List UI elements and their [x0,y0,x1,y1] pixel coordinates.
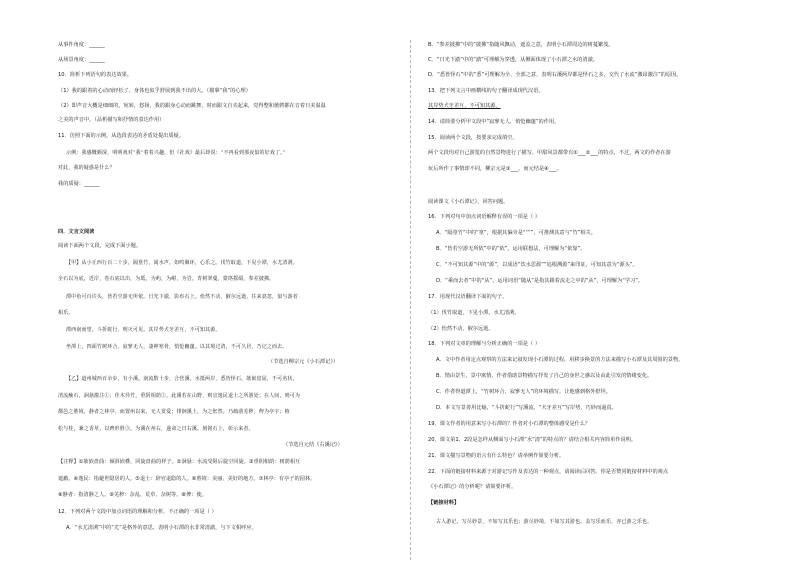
notes-line-3: ⑧静者：指清静之人。⑨芜秽：杂乱、荒草、杂树等。⑩俾：使。 [58,492,207,498]
question-15-text: 两个文段均对自己游览的自然景物进行了描写。甲甜风景都带有①___②___的特点，不过，两文的作者在游 [428,150,671,156]
question-17: 17．用现代汉语翻译下面的句子。 [428,294,508,300]
question-20: 20．课文第1、2段是怎样从侧面写小石潭“水”清”的特点的？请结合相关内容简单作说明。 [428,437,637,443]
question-11: 11．仿照下面的示例，从选段表达的矛盾处提出质疑。 [58,133,184,139]
question-10: 10．简析下列语句的表达效果。 [58,72,133,78]
notes-line-2: 遮蔽。④逸民：指避世隐居的人。⑤退士：辞官退隐的人。⑥胜境：美丽、美好的地方。⑦林亭：有亭子的园林。 [58,476,316,482]
question-12-option-d: D．“悉皆怪石”中的“悉”可理解为全、全部之意，表明右溪两岸都是怪石之多，交代了水流“激昂激注”的原因。 [428,72,682,78]
question-15: 15．阅读两个文段，按要求完成填空。 [428,135,518,141]
passage-jia-source: （节选自柳宗元《小石潭记》） [268,359,339,365]
section-heading-classical: 四．文言文阅读 [58,229,95,235]
passage-jia-line-4: 相乐。 [58,310,74,316]
question-18: 18．下列对文章的理解与分析正确的一项是（ ） [428,341,541,347]
question-10-item-2: （2）即声音大概是细细的，宛转，悠扬，我的跟身心动而跳舞，时而跟文自夹起来，觉得整和驰骋都在音着日美温温 [58,103,326,109]
link-material-heading: 【链接材料】 [428,500,460,506]
passage-yi-line-1: 【乙】道州城西百余步，有小溪。南流数十步，合营溪。水抵两岸，悉皆怪石，欹嵌盘屈，不可名状。 [66,376,298,382]
question-14: 14．请简要分析甲文段中“寂寥无人，悄怆幽邃”的作用。 [428,119,560,125]
notes-line-1: 【注释】①欹嵌盘曲：倾斜嵌叠，回旋盘曲的样子。②洄悬：水流受阻后旋空回旋。③垂阴相荫：树荫相互 [58,459,301,465]
passage-jia-line-1: 【甲】从小丘西行百二十步，隔篁竹，闻水声，如鸣佩环，心乐之。伐竹取道，下见小潭，水尤清冽。 [66,260,298,266]
passage-jia-line-5: 潭西南而望，斗折蛇行，明灭可见。其岸势犬牙差互，不可知其源。 [66,327,221,333]
right-column [418,0,794,562]
question-18-option-b: B．情由景生，景中寓情，作者借助景物描写抒发了自己的身世之感以及由此引发的情绪变化。 [436,373,653,379]
question-10-item-2-cont: 之美的声音中。（品析描写和抒情的表达作用） [58,117,165,123]
question-15-text-cont: 玩后所作了事情却不同，柳宗元是③___，而元结是④___。 [428,166,562,172]
passage-yi-line-3: 都邑之胜境，静者之林亭。而置州以来，无人赏爱；徘徊溪上，为之怅然。乃疏凿芜秽，俾为亭宇；植 [58,409,290,415]
question-10-item-1: （1）我的跟着的心动而轻松了，身体也似乎舒展到我不出的大。（描摹“我”的心理） [58,88,251,94]
question-16-option-a: A．“隔篁竹”中的“篁”，根据其偏旁是“⺮”，可推测其意与“竹”相关。 [436,230,596,236]
column-divider [410,40,411,560]
question-19: 19．课文作者的用意来写小石潭的？作者对小石潭的整体感受是什么？ [428,421,591,427]
question-11-example: 示例：我感慨颇深，明明戏对“我”着着兴趣，但《社戏》最后却说：“不再看到那夜似的好戏了。” [66,150,286,156]
question-18-option-a: A．文中作者用定点观察的方法来记叙发现小石潭的过程，用移步换景的方法来描写小石潭及其周围的景物。 [436,357,684,363]
passage-jia-line-6: 坐潭上，四面竹树环合，寂寥无人，凄神寒骨，悄怆幽邃。以其境过清，不可久居，乃记之而去。 [66,344,288,350]
question-16-option-c: C．“不可知其源”中的“源”，以成语“饮水思源”“追根溯源”来印证，可知其意为“源头”。 [436,262,638,268]
question-21: 21．课文描写景物的语言有什么特色？请举例作简要分析。 [428,453,565,459]
question-22-cont: 《小石潭记》的分析呢？请简要评析。 [428,484,517,490]
passage-jia-line-2: 全石以为底，近岸，卷石底以出，为坻，为屿，为嵁，为岩。青树翠蔓，蒙络摇缀，参差披拂。 [58,276,275,282]
question-17-item-1: （1）伐竹取道，下见小潭，水尤清冽。 [428,310,520,316]
question-12: 12．下列对两个文段中加点词语的理解和分析，不正确的一项是（ ） [58,509,217,515]
question-13-sentence: 其岸势犬牙差互，不可知其源。 [428,103,501,109]
question-18-option-d: D．本文写景善用比喻，“斗折蛇行”写溪流，“犬牙差互”写岸势，巧妙而逼真。 [436,405,617,411]
question-17-item-2: （2）怡然不动，俶尔远逝。 [428,326,494,332]
question-16-option-b: B．“皆若空游无所依”中的“依”，运用联想法，可理解为“依靠”。 [436,246,586,252]
question-11-example-cont: 对此，我的疑惑是什么？ [58,165,115,171]
question-16: 16．下列对句中加点词语解释有误的一项是（ ） [428,214,541,220]
answer-line-scene: 从场景角度：______ [58,57,105,63]
question-22: 22．下面的链接材料来源于对游记写作及表达的一种观点，请阅读后回答。你是否赞同链接材料中的观点 [428,469,669,475]
question-16-option-d: D．“乘而去者”中的“从”，运用词语“随从”是指其跟着流走之中的“从”，可理解为“学习”。 [436,278,644,284]
question-11-answer: 我的质疑：______ [58,181,100,187]
link-material-text: 古人游记，写尽妙景，不如写其乐也；游尽妙境，不如写其游也。盖写乐而乐，亦已游之乐也。 [436,519,653,525]
passage-yi-line-2: 清流触石，洄悬激注①；佳木异竹，垂阴相荫②。此溪若在山野，则宜逸民退士之所游处；在人间，则可为 [58,393,301,399]
question-12-option-b: B．“参差披拂”中的“披拂”指随风飘动，遮盖之意，表明小石潭周边的树蔓繁茂。 [428,42,614,48]
question-12-option-a: A．“水尤清冽”中的“尤”是格外的意思，表明小石潭的水非常清澈，与下文相呼应。 [66,525,257,531]
passage-jia-line-3: 潭中鱼可百许头，皆若空游无所依。日光下澈，影布石上。佁然不动，俶尔远逝，往来翕忽，似与游者 [66,294,298,300]
question-12-option-c: C．“日光下澈”中的“澈”可理解为穿透，从侧面体现了小石潭之水的清澈。 [428,57,598,63]
passage-yi-source: （节选自元结《右溪记》） [283,442,343,448]
reading-instruction: 阅读课文《小石潭记》，回答问题。 [428,199,509,205]
answer-line-event: 从事件角度：______ [58,42,105,48]
question-13: 13．把下列文言中画横线的句子翻译成现代汉语。 [428,88,544,94]
passage-yi-line-4: 松与桂，兼之香草，以裨形胜③。为溪在州右，遂命之曰右溪。刻铭石上，彰示来者。 [58,426,254,432]
section-instruction: 阅读下面两个文段，完成下面小题。 [58,243,142,249]
question-18-option-c: C．作者得道潭上，“竹树环合，寂寥无人”的环境描写，让他感到格外舒坦。 [436,389,611,395]
